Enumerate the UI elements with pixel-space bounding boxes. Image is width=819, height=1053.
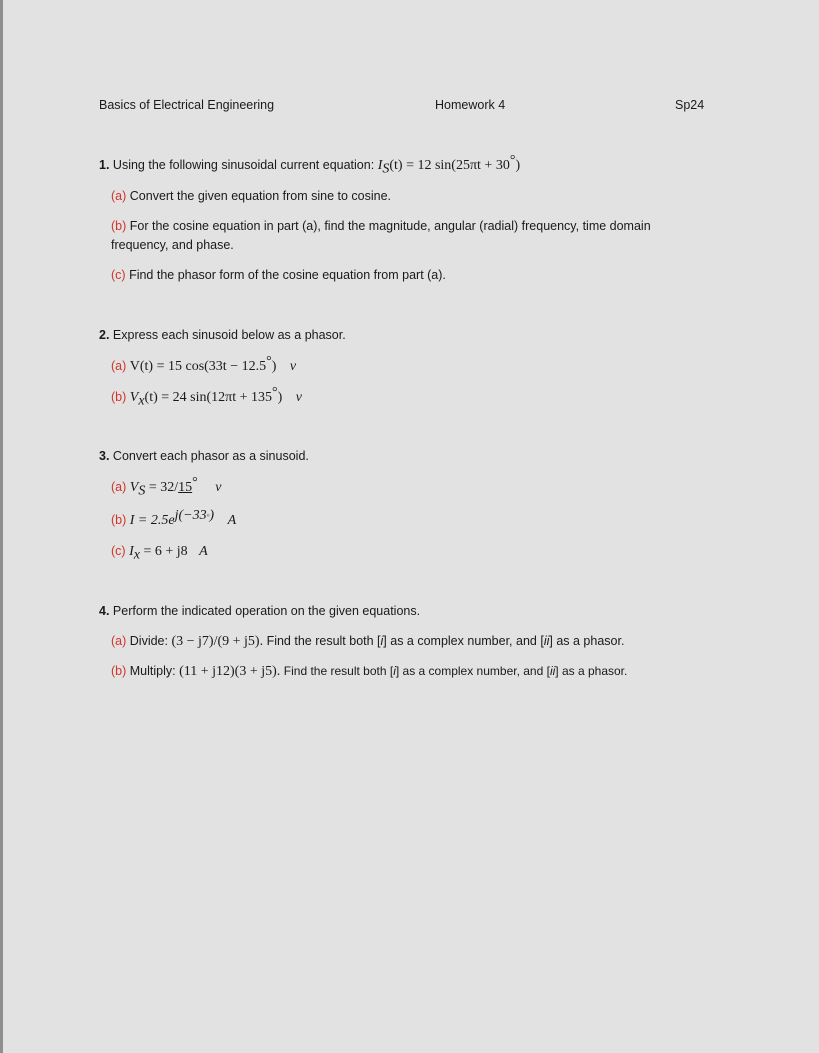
header-course: Basics of Electrical Engineering [99, 98, 275, 112]
part-label: (a) [111, 634, 127, 648]
phasor-equation: = 32/ [145, 480, 179, 495]
question-1: 1. Using the following sinusoidal current equation: $I_S(t) = 12$ sin(25πt + 30°) [99, 152, 521, 177]
question-1b-continued: frequency, and phase. [111, 238, 234, 252]
question-2 [99, 327, 346, 343]
question-number: 2. [99, 328, 110, 342]
question-4b: (b) Multiply: (11 + j12)(3 + j5). Find the result both [i] as a complex number, and [ii] as a phasor. [111, 664, 628, 679]
question-4a: (a) Divide: (3 − j7)/(9 + j5). Find the result both [i] as a complex number, and [ii] as a phasor. [111, 634, 625, 649]
part-label: (b) [111, 513, 127, 527]
complex-expression: (11 + j12)(3 + j5). [179, 664, 281, 679]
question-number: 1. [99, 158, 110, 172]
unit-label: v [215, 480, 222, 495]
phasor-equation: = 6 + j8 [139, 544, 188, 559]
phasor-equation: I = 2.5e [129, 513, 175, 528]
question-number: 3. [99, 449, 110, 463]
current-equation: (t) = 12 sin(25πt + 30 [389, 158, 510, 173]
question-4 [99, 603, 420, 619]
phasor-angle: 15 [178, 480, 193, 495]
question-text: Perform the indicated operation on the given equations. [112, 604, 421, 618]
question-3b: (b) $I = 2.5e^{j(-33^\circ)}$ A [111, 507, 237, 528]
unit-label: A [199, 544, 208, 559]
question-1c: (c) Find the phasor form of the cosine equation from part (a). [111, 268, 446, 282]
question-1a: (a) Convert the given equation from sine to cosine. [111, 189, 392, 203]
question-text: Express each sinusoid below as a phasor. [112, 328, 346, 342]
part-label: (b) [111, 664, 127, 678]
document-page [3, 0, 819, 1053]
part-label: (b) [111, 390, 127, 404]
sinusoid-equation: V(t) = 15 cos(33t − 12.5 [129, 359, 267, 374]
question-text: Using the following sinusoidal current equation: [112, 158, 375, 172]
question-2a: (a) V(t) = 15 cos(33t − 12.5°) v [111, 353, 297, 374]
unit-label: v [289, 359, 297, 374]
question-3 [99, 448, 309, 464]
question-1b: (b) For the cosine equation in part (a), find the magnitude, angular (radial) frequency, time domain [111, 219, 651, 233]
part-label: (a) [111, 480, 127, 494]
part-label: (c) [111, 544, 126, 558]
part-label: (a) [111, 359, 127, 373]
question-number: 4. [99, 604, 110, 618]
question-3a: (a) $V_S = 32/15^\circ$ v [111, 474, 222, 499]
question-3c: (c) $I_x = 6 + j8$ A [111, 544, 208, 563]
unit-label: A [227, 513, 237, 528]
question-2b: (b) $V_x(t) = 24$ sin(12πt + 135°) v [111, 384, 302, 409]
part-label: (a) [111, 189, 127, 203]
part-label: (b) [111, 219, 127, 233]
sinusoid-equation: (t) = 24 sin(12πt + 135 [144, 390, 273, 405]
unit-label: v [295, 390, 302, 405]
part-label: (c) [111, 268, 126, 282]
header-assignment: Homework 4 [435, 98, 506, 112]
question-text: Convert each phasor as a sinusoid. [112, 449, 309, 463]
header-term: Sp24 [675, 98, 705, 112]
complex-expression: (3 − j7)/(9 + j5). [171, 634, 264, 649]
